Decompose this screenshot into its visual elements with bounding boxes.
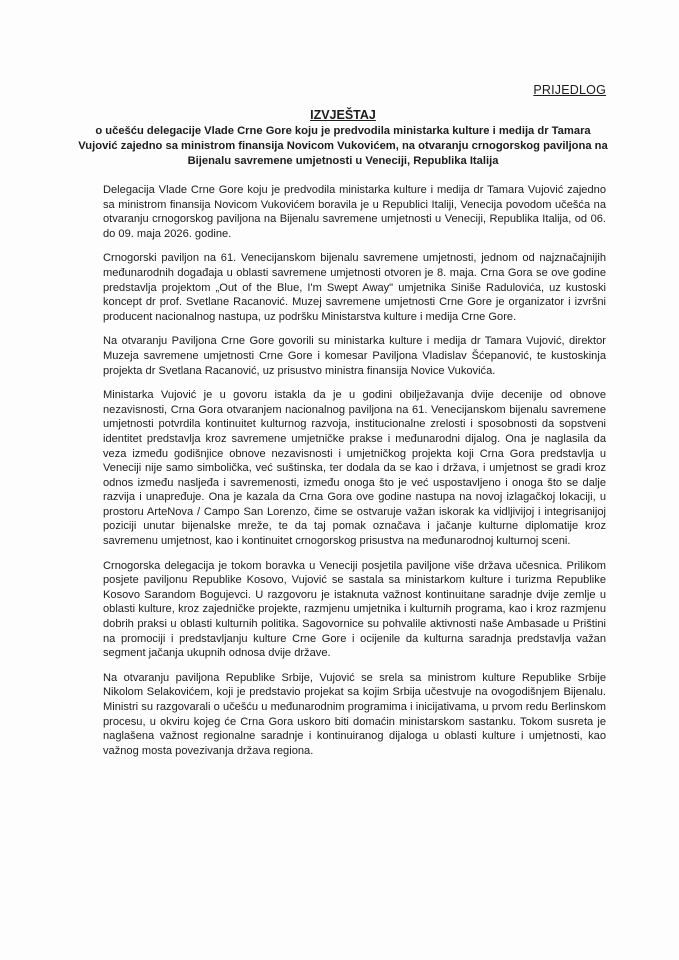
document-title: IZVJEŠTAJ — [310, 108, 376, 122]
paragraph: Delegacija Vlade Crne Gore koju je predvodila ministarka kulture i medija dr Tamara Vujović zajedno sa ministrom finansija Novicom Vukovićem boravila je u Republici Italiji, Venecija povodom učešća na otvaranju crnogorskog paviljona na Bijenalu savremene umjetnosti u Veneciji, Republika Italija, od 06. do 09. maja 2026. godine. — [103, 184, 606, 240]
document-body — [103, 183, 606, 768]
title-block — [78, 108, 608, 169]
paragraph: Na otvaranju Paviljona Crne Gore govorili su ministarka kulture i medija dr Tamara Vujović, direktor Muzeja savremene umjetnosti Crne Gore i komesar Paviljona Vladislav Šćepanović, te kustoskinja projekta dr Svetlana Racanović, uz prisustvo ministra finansija Novice Vukovića. — [103, 335, 606, 377]
paragraph: Ministarka Vujović je u govoru istakla da je u godini obilježavanja dvije decenije od obnove nezavisnosti, Crna Gora otvaranjem nacionalnog paviljona na 61. Venecijanskom bijenalu savremene umjetnosti potvrdila kontinuitet kulturnog razvoja, institucionalne zrelosti i sposobnosti da sopstveni identitet predstavlja kroz savremene umjetničke prakse i međunarodni dijalog. Ona je naglasila da veza između godišnjice obnove nezavisnosti i umjetničkog projekta koji Crna Gora predstavlja u Veneciji nije samo simbolička, već suštinska, ter dodala da se kao i država, i umjetnost se gradi kroz odnos između nasljeđa i savremenosti, između onoga što je već uspostavljeno i onoga što se dalje razvija i unapređuje. Ona je kazala da Crna Gora ove godine nastupa na novoj izlagačkoj lokaciji, u prostoru ArteNova / Campo San Lorenzo, čime se ostvaruje važan iskorak ka vidljivijoj i integrisanijoj poziciji unutar bijenalske mreže, te da taj pomak označava i jačanje kulturne diplomatije kroz savremenu umjetnost, kao i kontinuitet crnogorskog prisustva na međunarodnoj kulturnoj sceni. — [103, 389, 606, 548]
paragraph: Crnogorska delegacija je tokom boravka u Veneciji posjetila paviljone više država učesnica. Prilikom posjete paviljonu Republike Kosovo, Vujović se sastala sa ministarkom kulture i turizma Republike Kosovo Sarandom Bogujevci. U razgovoru je istaknuta važnost kontinuitane saradnje dvije zemlje u oblasti kulture, kroz zajedničke projekte, razmjenu umjetnika i kulturnih programa, kao i kroz razmjenu dobrih praksi u oblasti kulturnih politika. Sagovornice su pohvalile aktivnosti naše Ambasade u Prištini na promociji i predstavljanju kulture Crne Gore i ocijenile da kulturna saradnja predstavlja važan segment jačanja ukupnih odnosa dvije države. — [103, 559, 606, 660]
draft-label: PRIJEDLOG — [533, 83, 606, 97]
paragraph: Na otvaranju paviljona Republike Srbije, Vujović se srela sa ministrom kulture Republike Srbije Nikolom Selakovićem, koji je predstavio projekat sa kojim Srbija učestvuje na ovogodišnjem Bijenalu. Ministri su razgovarali o učešću u međunarodnim programima i inicijativama, u prvom redu Berlinskom procesu, u okviru kojeg će Crna Gora uskoro biti domaćin ministarskom sastanku. Tokom susreta je naglašena važnost regionalne saradnje i kontinuiranog dijaloga u oblasti kulture i umjetnosti, kao važnog mosta povezivanja država regiona. — [103, 671, 606, 757]
paragraph: Crnogorski paviljon na 61. Venecijanskom bijenalu savremene umjetnosti, jednom od najznačajnijih međunarodnih događaja u oblasti savremene umjetnosti otvoren je 8. maja. Crna Gora se ove godine predstavlja projektom „Out of the Blue, I'm Swept Away" umjetnika Siniše Radulovića, uz kustoski koncept dr prof. Svetlane Racanović. Muzej savremene umjetnosti Crne Gore je organizator i izvršni producent nacionalnog nastupa, uz podršku Ministarstva kulture i medija Crne Gore. — [103, 252, 606, 323]
document-subtitle: o učešću delegacije Vlade Crne Gore koju je predvodila ministarka kulture i medija dr Tamara Vujović zajedno sa ministrom finansija Novicom Vukovićem, na otvaranju crnogorskog paviljona na Bijenalu savremene umjetnosti u Veneciji, Republika Italija — [78, 125, 608, 167]
